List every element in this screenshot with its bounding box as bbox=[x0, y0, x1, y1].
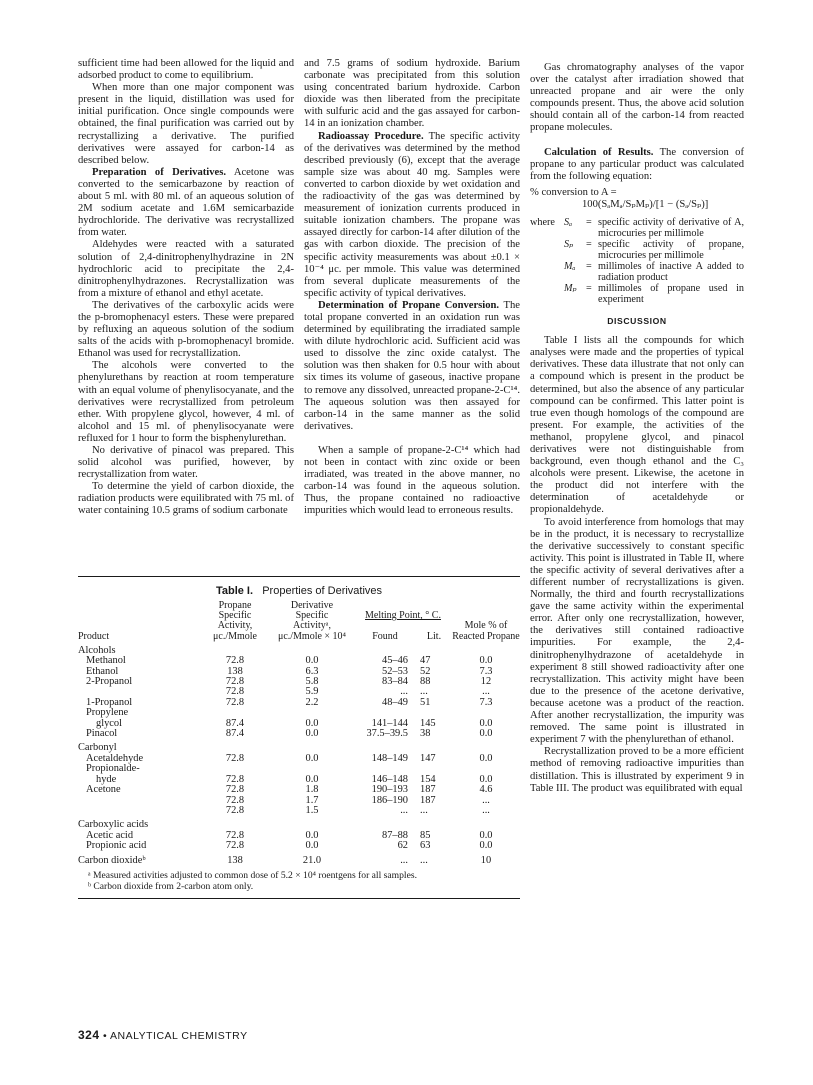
cell-derivative-activity: 2.2 bbox=[305, 696, 319, 708]
definition-text: specific activity of derivative of A, microcuries per millimole bbox=[598, 217, 744, 240]
data-table bbox=[78, 601, 520, 866]
cell-derivative-activity: 0.0 bbox=[305, 728, 319, 740]
definition-text: millimoles of inactive A added to radiation product bbox=[598, 261, 744, 284]
cell-mole-percent: 0.0 bbox=[479, 840, 493, 852]
cell-propane-activity: 72.8 bbox=[225, 686, 245, 698]
header-mole-percent: Mole % of Reacted Propane bbox=[452, 620, 520, 642]
cell-propane-activity: 72.8 bbox=[225, 676, 245, 688]
cell-product: Carbon dioxideᵇ bbox=[78, 854, 146, 866]
paragraph: To avoid interference from homologs that may be in the product, it is necessary to recrystallize the derivative successively to constant specific activity. This point is illustrated in Table II, where the specific activity of several derivatives after a different number of recrystallizations is given. Normally, the third and fourth recrystallizations gave the same activity within the experimental error. After only one recrystallization, however, the derivatives still contained radioactive impurities. For example, the 2,4-dinitrophenylhydrazone of acetaldehyde in experiment 8 still showed radioactivity after one recrystallization. This activity might have been due to the presence of the acetone derivative, because acetone was a product of the reaction. After another recrystallization, the impurity was removed. The same point is illustrated in experiment 7 with the phenylurethan of ethanol. bbox=[530, 516, 744, 746]
cell-derivative-activity: 5.8 bbox=[305, 676, 319, 688]
table-row bbox=[78, 856, 520, 866]
cell-derivative-activity: 0.0 bbox=[305, 829, 319, 841]
paragraph bbox=[304, 300, 520, 433]
table-row bbox=[78, 764, 520, 774]
paragraph: When more than one major component was present in the liquid, distillation was used for initial purification. Once single compounds were obtained, the final purification was carried out by recrystallizing a derivative. The purified derivatives were assayed for carbon-14 as described below. bbox=[78, 82, 294, 166]
cell-mp-lit: 51 bbox=[420, 696, 431, 708]
footnote-a: ᵃ Measured activities adjusted to common dose of 5.2 × 10⁴ roentgens for all samples. bbox=[88, 869, 417, 881]
definition-row bbox=[530, 239, 744, 261]
table-row bbox=[78, 677, 520, 687]
table-top-rule bbox=[78, 576, 520, 577]
cell-propane-activity: 72.8 bbox=[225, 696, 245, 708]
cell-mp-lit: ... bbox=[420, 804, 428, 816]
table-footnotes bbox=[78, 870, 520, 892]
table-row bbox=[78, 754, 520, 764]
paragraph-text: The conversion of propane to any particular product was calculated from the following equation: bbox=[530, 146, 744, 182]
cell-mole-percent: 4.6 bbox=[479, 784, 493, 796]
header-product: Product bbox=[78, 630, 110, 642]
header-derivative-activity: Derivative Specific Activityᵃ, μc./Mmole × 10⁴ bbox=[277, 600, 347, 642]
symbol-definitions bbox=[530, 217, 744, 305]
definition-equals: = bbox=[586, 239, 592, 251]
page-footer bbox=[78, 1028, 248, 1042]
conversion-equation bbox=[530, 187, 744, 211]
table-group-row bbox=[78, 816, 520, 830]
text-column-3 bbox=[530, 62, 744, 795]
table-properties-of-derivatives bbox=[78, 576, 520, 899]
cell-mole-percent: ... bbox=[482, 794, 490, 806]
table-row bbox=[78, 729, 520, 739]
definition-text: specific activity of propane, microcuries per millimole bbox=[598, 239, 744, 262]
cell-propane-activity: 138 bbox=[227, 854, 243, 866]
cell-propane-activity: 72.8 bbox=[225, 784, 245, 796]
cell-mp-found: 62 bbox=[397, 840, 408, 852]
cell-mp-found: 87–88 bbox=[382, 829, 408, 841]
cell-propane-activity: 72.8 bbox=[225, 752, 245, 764]
definition-equals: = bbox=[586, 283, 592, 295]
cell-product: hyde bbox=[96, 773, 117, 785]
paragraph: When a sample of propane-2-C¹⁴ which had not been in contact with zinc oxide or been irradiated, was treated in the above manner, no carbon-14 was found in the aqueous solution. Thus, the propane contained no radioactive impurities which would lead to erroneous results. bbox=[304, 444, 520, 517]
cell-product: Propionalde- bbox=[86, 763, 140, 775]
cell-mole-percent: 0.0 bbox=[479, 752, 493, 764]
cell-mp-lit: 63 bbox=[420, 840, 431, 852]
cell-mp-lit: 145 bbox=[420, 717, 436, 729]
cell-product bbox=[78, 806, 200, 816]
cell-mp-found: ... bbox=[400, 804, 408, 816]
cell-mp-found: 186–190 bbox=[371, 794, 408, 806]
definition-equals: = bbox=[586, 261, 592, 273]
cell-derivative-activity: 1.8 bbox=[305, 784, 319, 796]
paragraph bbox=[78, 167, 294, 240]
cell-mp-lit: 47 bbox=[420, 655, 431, 667]
table-bottom-rule bbox=[78, 898, 520, 899]
footnote-b: ᵇ Carbon dioxide from 2-carbon atom only. bbox=[88, 880, 254, 892]
page-number: 324 bbox=[78, 1028, 100, 1042]
paragraph: sufficient time had been allowed for the liquid and adsorbed product to come to equilibrium. bbox=[78, 58, 294, 82]
cell-mp-found: 83–84 bbox=[382, 676, 408, 688]
paragraph: To determine the yield of carbon dioxide, the radiation products were equilibrated with 75 ml. of water containing 10.5 grams of sodium carbonate bbox=[78, 481, 294, 517]
cell-mole-percent: 0.0 bbox=[479, 728, 493, 740]
cell-mole-percent: 0.0 bbox=[479, 829, 493, 841]
cell-mp-found: 190–193 bbox=[371, 784, 408, 796]
cell-mp-lit: 154 bbox=[420, 773, 436, 785]
table-row bbox=[78, 708, 520, 718]
definition-symbol: Mₐ bbox=[564, 261, 576, 273]
where-word: where bbox=[530, 217, 555, 229]
paragraph: Recrystallization proved to be a more efficient method of removing radioactive impurities than distillation. This is illustrated by experiment 9 in Table III. The product was equilibrated with equal bbox=[530, 746, 744, 794]
cell-mp-found: 48–49 bbox=[382, 696, 408, 708]
definition-equals: = bbox=[586, 217, 592, 229]
text-column-1 bbox=[78, 58, 294, 518]
cell-mp-lit: 187 bbox=[420, 784, 436, 796]
definition-row bbox=[530, 261, 744, 283]
cell-propane-activity: 72.8 bbox=[225, 804, 245, 816]
cell-derivative-activity: 0.0 bbox=[305, 752, 319, 764]
cell-derivative-activity: 5.9 bbox=[305, 686, 319, 698]
paragraph: No derivative of pinacol was prepared. This solid alcohol was purified, however, by recrystallization from water. bbox=[78, 445, 294, 481]
table-title: Properties of Derivatives bbox=[262, 585, 383, 597]
run-in-heading: Calculation of Results. bbox=[544, 146, 654, 158]
table-group-row bbox=[78, 739, 520, 753]
header-lit: Lit. bbox=[426, 630, 442, 642]
cell-mp-found: 37.5–39.5 bbox=[366, 728, 408, 740]
table-caption bbox=[78, 585, 520, 597]
table-row bbox=[78, 687, 520, 697]
paragraph bbox=[530, 147, 744, 183]
group-label: Alcohols bbox=[78, 644, 116, 656]
paragraph: Aldehydes were reacted with a saturated solution of 2,4-dinitrophenylhydrazine in 2N hydrochloric acid to precipitate the 2,4-dinitrophenylhydrazones. Recrystallization was from a mixture of ethanol and ethyl acetate. bbox=[78, 239, 294, 299]
cell-derivative-activity: 0.0 bbox=[305, 840, 319, 852]
cell-mole-percent: ... bbox=[482, 804, 490, 816]
cell-mp-lit: 52 bbox=[420, 665, 431, 677]
run-in-heading: Preparation of Derivatives. bbox=[92, 166, 226, 178]
equation-line: % conversion to A = bbox=[530, 186, 617, 198]
cell-mole-percent: 12 bbox=[480, 676, 492, 688]
journal-name: ANALYTICAL CHEMISTRY bbox=[109, 1030, 248, 1042]
cell-product: Propionic acid bbox=[86, 840, 147, 852]
cell-mole-percent: 7.3 bbox=[479, 665, 493, 677]
paragraph bbox=[304, 131, 520, 300]
cell-derivative-activity: 0.0 bbox=[305, 655, 319, 667]
cell-mole-percent: 10 bbox=[480, 854, 492, 866]
paragraph-text: The specific activity of the derivatives was determined by the method described previously (6), except that the average sample size was about 40 mg. Samples were converted to carbon dioxide by wet oxidation and the radioactivity of the gas was determined by measurement of ionization currents produced in suitable ionization chambers. The propane was assayed directly for carbon-14 after dilution of the gas with carbon dioxide. The precision of the specific activity measurements was about ±0.1 × 10⁻⁴ μc. per mmole. This value was determined from several duplicate measurements of the specific activity of typical derivatives. bbox=[304, 130, 520, 299]
table-row bbox=[78, 796, 520, 806]
cell-product: Methanol bbox=[86, 655, 126, 667]
cell-mp-lit: 147 bbox=[420, 752, 436, 764]
table-row bbox=[78, 775, 520, 785]
cell-mole-percent: 0.0 bbox=[479, 773, 493, 785]
cell-propane-activity: 72.8 bbox=[225, 773, 245, 785]
definition-row bbox=[530, 283, 744, 305]
definition-symbol: Mₚ bbox=[564, 283, 577, 295]
equation-line: 100(SₐMₐ/SₚMₚ)/[1 − (Sₐ/Sₚ)] bbox=[582, 198, 709, 210]
paragraph: Table I lists all the compounds for which analyses were made and the properties of typical derivatives. These data illustrate that not only can a compound which is present in the product be determined, but also the absence of any particular compound can be confirmed. This latter point is true even though homologs of the compound are present. For example, the activities of the methanol, propylene glycol, and pinacol derivatives were not distinguishable from background, even though ethanol and the C₃ alcohols were present. Likewise, the acetone in the product did not interfere with the determination of acetaldehyde or propionaldehyde. bbox=[530, 335, 744, 516]
cell-derivative-activity: 0.0 bbox=[305, 773, 319, 785]
definition-text: millimoles of propane used in experiment bbox=[598, 283, 744, 306]
cell-mp-found: 146–148 bbox=[371, 773, 408, 785]
paragraph: The derivatives of the carboxylic acids were the p-bromophenacyl esters. These were prepared by refluxing an aqueous solution of the sodium salts of the acids with p-bromophenacyl bromide. Ethanol was used for recrystallization. bbox=[78, 299, 294, 360]
cell-derivative-activity: 1.7 bbox=[305, 794, 319, 806]
cell-product bbox=[78, 796, 200, 806]
cell-propane-activity: 72.8 bbox=[225, 829, 245, 841]
header-melting-point: Melting Point, ° C. bbox=[365, 610, 441, 622]
table-group-row bbox=[78, 642, 520, 656]
text-column-2 bbox=[304, 58, 520, 517]
cell-propane-activity: 72.8 bbox=[225, 840, 245, 852]
cell-derivative-activity: 1.5 bbox=[305, 804, 319, 816]
cell-mp-lit: ... bbox=[420, 686, 428, 698]
cell-mp-found: ... bbox=[400, 686, 408, 698]
cell-mp-lit: ... bbox=[420, 854, 428, 866]
group-label: Carboxylic acids bbox=[78, 819, 149, 831]
paragraph-text: Acetone was converted to the semicarbazone by reaction of about 5 ml. with 80 ml. of an aqueous solution of 2M sodium acetate and 1.6M semicarbazide hydrochloride. The derivative was recrystallized from water. bbox=[78, 166, 294, 239]
cell-mp-found: 141–144 bbox=[371, 717, 408, 729]
cell-propane-activity: 87.4 bbox=[225, 728, 245, 740]
paragraph-text: The total propane converted in an oxidation run was determined by equilibrating the irradiated sample with dilute hydrochloric acid. Sufficient acid was used to dissolve the zinc oxide catalyst. The solution was then shaken for 0.5 hour with about six times its volume of gaseous, inactive propane to remove any dissolved, unreacted propane-2-C¹⁴. The aqueous solution was then assayed for carbon-14 in the same manner as the solid derivatives. bbox=[304, 299, 520, 432]
cell-mp-lit: 88 bbox=[420, 676, 431, 688]
cell-mole-percent: 7.3 bbox=[479, 696, 493, 708]
table-row bbox=[78, 719, 520, 729]
table-row bbox=[78, 667, 520, 677]
header-propane-activity: Propane Specific Activity, μc./Mmole bbox=[213, 600, 257, 642]
definition-symbol: Sₚ bbox=[564, 239, 574, 251]
table-row bbox=[78, 806, 520, 816]
table-label: Table I. bbox=[215, 585, 254, 597]
cell-mole-percent: 0.0 bbox=[479, 655, 493, 667]
cell-derivative-activity: 0.0 bbox=[305, 717, 319, 729]
paragraph: The alcohols were converted to the phenylurethans by reaction at room temperature with an equal volume of phenylisocyanate, and the derivatives were recrystallized from petroleum ether. With propylene glycol, however, 4 ml. of alcohol and 15 ml. of phenylisocyanate were refluxed for 1 hour to form the bisphenylurethan. bbox=[78, 360, 294, 444]
cell-propane-activity: 138 bbox=[227, 665, 243, 677]
cell-propane-activity: 72.8 bbox=[225, 794, 245, 806]
run-in-heading: Radioassay Procedure. bbox=[318, 130, 424, 142]
paragraph: and 7.5 grams of sodium hydroxide. Barium carbonate was precipitated from this solution using concentrated barium hydroxide. Carbon dioxide was then liberated from the precipitate with sulfuric acid and the gas assayed for carbon-14 in an ionization chamber. bbox=[304, 58, 520, 130]
cell-mp-lit: 85 bbox=[420, 829, 431, 841]
cell-product: Acetaldehyde bbox=[86, 752, 144, 764]
run-in-heading: Determination of Propane Conversion. bbox=[318, 299, 500, 311]
cell-product: 2-Propanol bbox=[86, 676, 133, 688]
cell-mp-found: 52–53 bbox=[382, 665, 408, 677]
cell-product: Acetone bbox=[86, 784, 121, 796]
cell-mole-percent: 0.0 bbox=[479, 717, 493, 729]
definition-row bbox=[530, 217, 744, 239]
table-row bbox=[78, 841, 520, 851]
cell-propane-activity: 72.8 bbox=[225, 655, 245, 667]
cell-derivative-activity: 6.3 bbox=[305, 665, 319, 677]
group-label: Carbonyl bbox=[78, 742, 117, 754]
cell-product: Ethanol bbox=[86, 665, 119, 677]
cell-mole-percent: ... bbox=[482, 686, 490, 698]
paragraph: Gas chromatography analyses of the vapor over the catalyst after irradiation showed that unreacted propane and air were the only compounds present. Thus, the above acid solution should contain all of the carbon-14 from reacted propane molecules. bbox=[530, 62, 744, 134]
table-row bbox=[78, 785, 520, 795]
cell-propane-activity: 87.4 bbox=[225, 717, 245, 729]
table-row bbox=[78, 656, 520, 666]
footer-bullet: • bbox=[102, 1030, 108, 1042]
cell-derivative-activity: 21.0 bbox=[302, 854, 322, 866]
section-heading: DISCUSSION bbox=[607, 316, 667, 327]
cell-product: Pinacol bbox=[86, 728, 118, 740]
definition-symbol: Sₐ bbox=[564, 217, 573, 229]
cell-product: Propylene bbox=[86, 707, 129, 719]
cell-mp-lit: 38 bbox=[420, 728, 431, 740]
cell-mp-found: 45–46 bbox=[382, 655, 408, 667]
header-found: Found bbox=[372, 630, 398, 642]
cell-product: glycol bbox=[96, 717, 122, 729]
cell-product: 1-Propanol bbox=[86, 696, 133, 708]
table-row bbox=[78, 698, 520, 708]
cell-mp-found: 148–149 bbox=[371, 752, 408, 764]
cell-mp-lit: 187 bbox=[420, 794, 436, 806]
cell-mp-found: ... bbox=[400, 854, 408, 866]
cell-product: Acetic acid bbox=[86, 829, 134, 841]
